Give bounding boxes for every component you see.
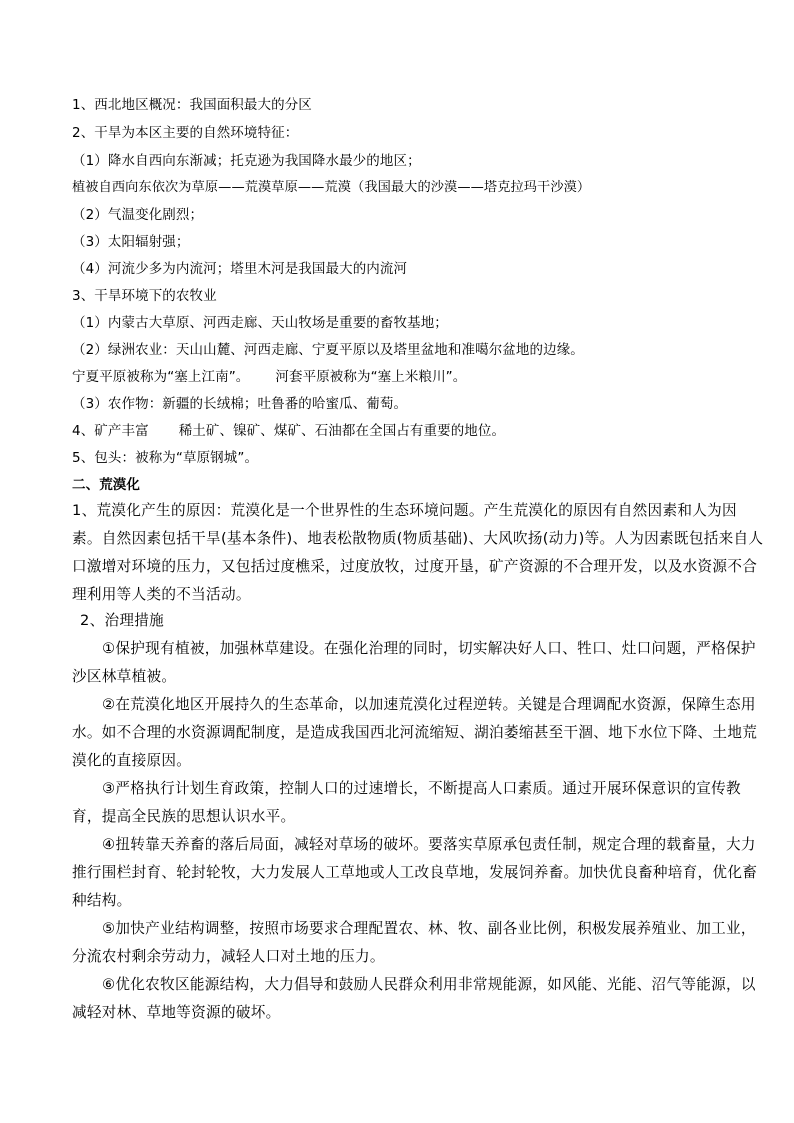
measure-4-line-1: ④扭转靠天养畜的落后局面，减轻对草场的破坏。要落实草原承包责任制，规定合理的载畜量，大力 xyxy=(102,836,756,853)
feature-1-vegetation: 植被自西向东依次为草原——荒漠草原——荒漠（我国最大的沙漠——塔克拉玛干沙漠） xyxy=(72,180,591,195)
measure-4-line-2: 推行围栏封育、轮封轮牧，大力发展人工草地或人工改良草地，发展饲养畜。加快优良畜种培育，优化畜 xyxy=(72,864,758,881)
measure-6-line-1: ⑥优化农牧区能源结构，大力倡导和鼓励人民群众利用非常规能源，如风能、光能、沼气等能源，以 xyxy=(102,976,756,993)
item-2-arid-features: 2、干旱为本区主要的自然环境特征： xyxy=(72,125,299,141)
item-5-baotou: 5、包头：被称为“草原钢城”。 xyxy=(72,450,259,466)
cause-line-1: 1、荒漠化产生的原因：荒漠化是一个世界性的生态环境问题。产生荒漠化的原因有自然因素和人为因 xyxy=(72,502,737,519)
agri-3-crops: （3）农作物：新疆的长绒棉；吐鲁番的哈蜜瓜、葡萄。 xyxy=(72,396,408,412)
measure-5-line-1: ⑤加快产业结构调整，按照市场要求合理配置农、林、牧、副各业比例，积极发展养殖业、加工业， xyxy=(102,920,756,937)
cause-line-4: 理利用等人类的不当活动。 xyxy=(72,586,251,603)
feature-2-temperature: （2）气温变化剧烈； xyxy=(72,207,204,223)
measure-2-line-3: 漠化的直接原因。 xyxy=(72,752,192,769)
ningxia-nickname: 宁夏平原被称为“塞上江南”。 xyxy=(72,369,250,385)
item-1-overview: 1、西北地区概况：我国面积最大的分区 xyxy=(72,97,312,113)
minerals-detail: 稀土矿、镍矿、煤矿、石油都在全国占有重要的地位。 xyxy=(178,423,506,439)
measure-6-line-2: 减轻对林、草地等资源的破坏。 xyxy=(72,1004,281,1021)
measure-2-line-1: ②在荒漠化地区开展持久的生态革命，以加速荒漠化过程逆转。关键是合理调配水资源，保障生态用 xyxy=(102,696,756,713)
measure-3-line-2: 育，提高全民族的思想认识水平。 xyxy=(72,808,296,825)
cause-line-3: 口激增对环境的压力，又包括过度樵采，过度放牧，过度开垦，矿产资源的不合理开发，以及水资源不合 xyxy=(72,558,758,575)
cause-line-2: 素。自然因素包括干旱(基本条件)、地表松散物质(物质基础)、大风吹扬(动力)等。人为因素既包括来自人 xyxy=(72,530,764,547)
agri-2-nicknames xyxy=(72,367,466,387)
measure-2-line-2: 水。如不合理的水资源调配制度，是造成我国西北河流缩短、湖泊萎缩甚至干涸、地下水位下降、土地荒 xyxy=(72,724,758,741)
feature-1-precipitation: （1）降水自西向东渐减；托克逊为我国降水最少的地区； xyxy=(72,153,421,169)
measure-1-line-2: 沙区林草植被。 xyxy=(72,668,177,685)
feature-3-radiation: （3）太阳辐射强； xyxy=(72,234,190,250)
hetao-nickname: 河套平原被称为“塞上米粮川”。 xyxy=(275,369,467,385)
measure-3-line-1: ③严格执行计划生育政策，控制人口的过速增长，不断提高人口素质。通过开展环保意识的宣传教 xyxy=(102,780,741,797)
measures-title: 2、治理措施 xyxy=(80,612,165,629)
measure-5-line-2: 分流农村剩余劳动力，减轻人口对土地的压力。 xyxy=(72,948,385,965)
agri-2-oasis: （2）绿洲农业：天山山麓、河西走廊、宁夏平原以及塔里盆地和准噶尔盆地的边缘。 xyxy=(72,342,584,358)
item-4-minerals xyxy=(72,421,505,441)
measure-4-line-3: 种结构。 xyxy=(72,892,132,909)
feature-4-rivers: （4）河流少多为内流河；塔里木河是我国最大的内流河 xyxy=(72,261,408,277)
item-3-agriculture: 3、干旱环境下的农牧业 xyxy=(72,288,217,304)
measure-1-line-1: ①保护现有植被，加强林草建设。在强化治理的同时，切实解决好人口、牲口、灶口问题，严格保护 xyxy=(102,640,756,657)
section-heading-desertification: 二、荒漠化 xyxy=(72,477,140,493)
minerals-label: 4、矿产丰富 xyxy=(72,423,149,439)
agri-1-pastures: （1）内蒙古大草原、河西走廊、天山牧场是重要的畜牧基地； xyxy=(72,315,448,331)
